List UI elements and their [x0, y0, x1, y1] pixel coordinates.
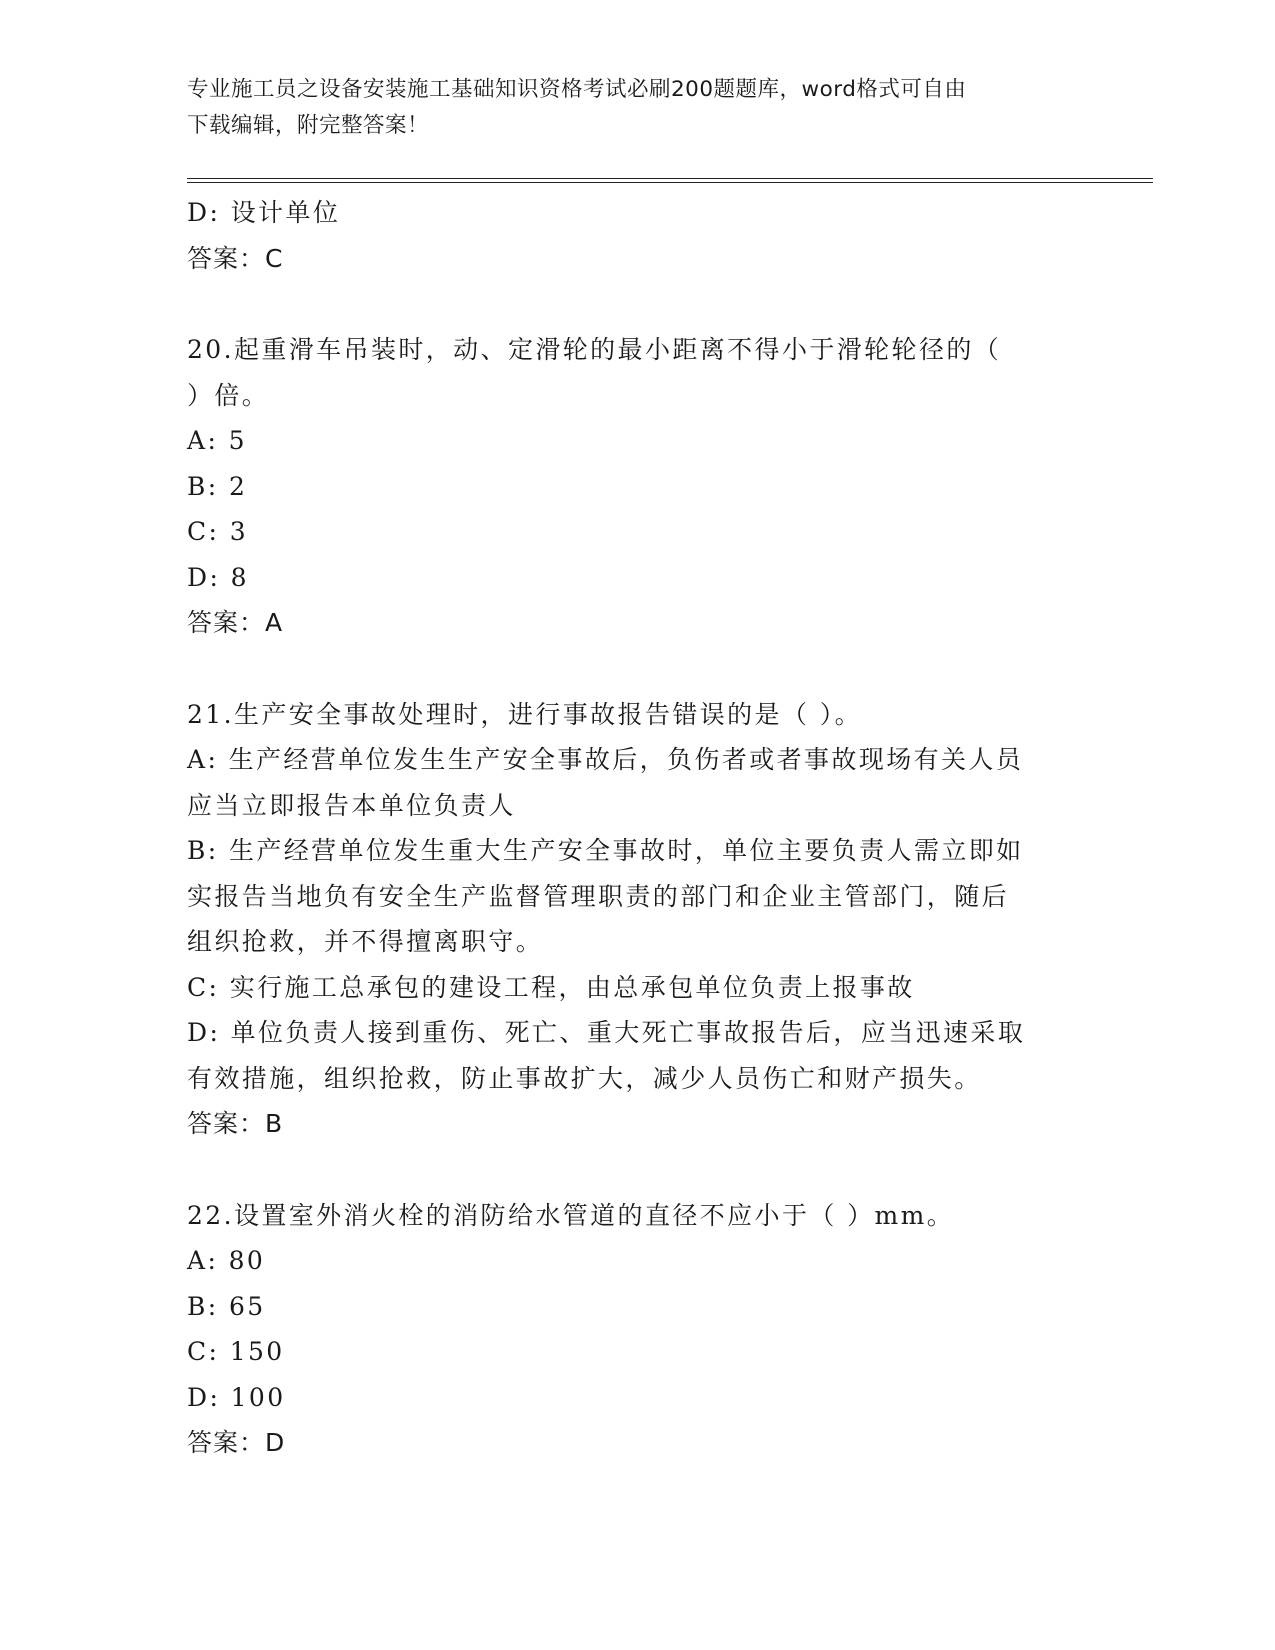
option-a: A: 80: [187, 1246, 266, 1275]
question-stem: 21.生产安全事故处理时，进行事故报告错误的是（ ）。: [187, 699, 863, 729]
question-22: [187, 1193, 1087, 1466]
question-stem: 22.设置室外消火栓的消防给水管道的直径不应小于（ ）mm。: [187, 1200, 955, 1230]
option-c: C: 实行施工总承包的建设工程，由总承包单位负责上报事故: [187, 972, 915, 1002]
header-line-1: 专业施工员之设备安装施工基础知识资格考试必刷200题题库，word格式可自由: [187, 77, 967, 102]
option-a: 应当立即报告本单位负责人: [187, 790, 516, 820]
question-21: [187, 692, 1087, 1147]
prev-answer: 答案：C: [187, 243, 284, 273]
option-d: 有效措施，组织抢救，防止事故扩大，减少人员伤亡和财产损失。: [187, 1063, 982, 1093]
option-b: B: 生产经营单位发生重大生产安全事故时，单位主要负责人需立即如: [187, 836, 1024, 865]
option-b: 实报告当地负有安全生产监督管理职责的部门和企业主管部门，随后: [187, 881, 1010, 911]
answer: 答案：A: [187, 608, 284, 637]
option-a: A: 生产经营单位发生生产安全事故后，负伤者或者事故现场有关人员: [187, 745, 1024, 774]
answer: 答案：D: [187, 1428, 286, 1457]
option-c: C: 150: [187, 1337, 285, 1366]
option-d: D: 单位负责人接到重伤、死亡、重大死亡事故报告后，应当迅速采取: [187, 1018, 1026, 1047]
option-b: B: 65: [187, 1291, 266, 1321]
document-header: [187, 72, 1067, 144]
prev-option-d: D: 设计单位: [187, 198, 341, 227]
document-body: [187, 190, 1087, 1466]
question-stem: ）倍。: [187, 380, 270, 410]
option-a: A: 5: [187, 426, 247, 455]
option-b: 组织抢救，并不得擅离职守。: [187, 927, 544, 956]
answer: 答案：B: [187, 1109, 284, 1138]
header-divider-top: [187, 178, 1153, 179]
question-20: [187, 327, 1087, 646]
option-d: D: 100: [187, 1382, 286, 1412]
header-divider-bottom: [187, 182, 1153, 183]
header-line-2: 下载编辑，附完整答案！: [187, 113, 430, 138]
option-c: C: 3: [187, 517, 249, 546]
question-stem: 20.起重滑车吊装时，动、定滑轮的最小距离不得小于滑轮轮径的（: [187, 335, 1002, 364]
option-b: B: 2: [187, 471, 248, 501]
option-d: D: 8: [187, 562, 249, 592]
